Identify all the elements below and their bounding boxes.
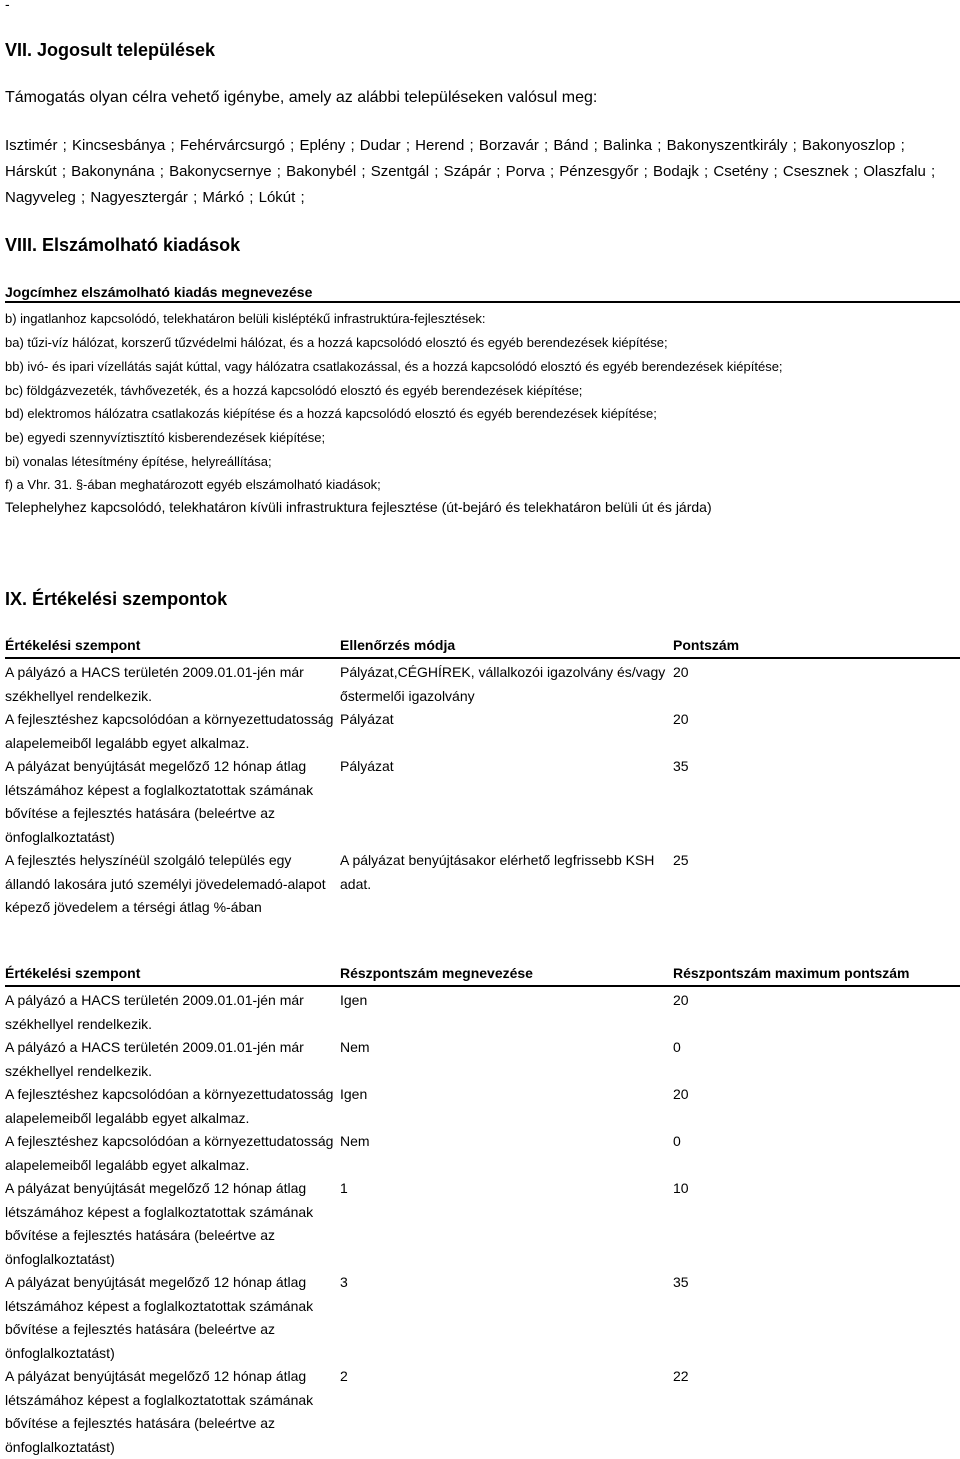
evaluation-table-header xyxy=(5,637,960,659)
criterion-cell: A fejlesztés helyszínéül szolgáló település egy állandó lakosára jutó személyi jövedelemadó-alapot képező jövedelem a térségi átlag %-ában xyxy=(5,852,326,915)
header-sub-score-name: Részpontszám megnevezése xyxy=(340,965,533,981)
cost-item: ba) tűzi-víz hálózat, korszerű tűzvédelmi hálózat, és a hozzá kapcsolódó elosztó és egyéb berendezések kiépítése; xyxy=(5,335,668,350)
table-row xyxy=(5,1269,960,1363)
table-row xyxy=(5,1175,960,1269)
sub-score-max-cell: 35 xyxy=(673,1274,689,1290)
check-method-cell: A pályázat benyújtásakor elérhető legfrissebb KSH adat. xyxy=(340,852,655,892)
cost-item: be) egyedi szennyvíztisztító kisberendezések kiépítése; xyxy=(5,430,326,445)
page-marker: - xyxy=(5,0,10,12)
cost-item: bd) elektromos hálózatra csatlakozás kiépítése és a hozzá kapcsolódó elosztó és egyéb berendezések kiépítése; xyxy=(5,406,657,421)
sub-score-name-cell: Nem xyxy=(340,1133,370,1149)
sub-score-max-cell: 20 xyxy=(673,1086,689,1102)
points-cell: 35 xyxy=(673,758,689,774)
header-points: Pontszám xyxy=(673,637,740,653)
criterion-cell: A pályázat benyújtását megelőző 12 hónap átlag létszámához képest a foglalkoztatottak számának bővítése a fejlesztés hatására (beleértve az önfoglalkoztatást) xyxy=(5,758,314,845)
sub-score-max-cell: 20 xyxy=(673,992,689,1008)
check-method-cell: Pályázat xyxy=(340,711,394,727)
sub-score-max-cell: 0 xyxy=(673,1039,681,1055)
sub-score-max-cell: 22 xyxy=(673,1368,689,1384)
evaluation-table xyxy=(5,637,960,918)
table-row xyxy=(5,659,960,706)
criterion-cell: A fejlesztéshez kapcsolódóan a környezettudatosság alapelemeiből legalább egyet alkalmaz. xyxy=(5,1086,334,1126)
table-row xyxy=(5,1363,960,1457)
cost-item: bc) földgázvezeték, távhővezeték, és a hozzá kapcsolódó elosztó és egyéb berendezések kiépítése; xyxy=(5,383,583,398)
cost-item: bb) ivó- és ipari vízellátás saját kúttal, vagy hálózatra csatlakozással, és a hozzá kapcsolódó elosztó és egyéb berendezések kiépítése; xyxy=(5,359,783,374)
criterion-cell: A fejlesztéshez kapcsolódóan a környezettudatosság alapelemeiből legalább egyet alkalmaz. xyxy=(5,1133,334,1173)
sub-score-name-cell: Igen xyxy=(340,992,368,1008)
section-9-title: IX. Értékelési szempontok xyxy=(5,589,228,609)
table-row xyxy=(5,753,960,847)
criterion-cell: A pályázat benyújtását megelőző 12 hónap átlag létszámához képest a foglalkoztatottak számának bővítése a fejlesztés hatására (beleértve az önfoglalkoztatást) xyxy=(5,1274,314,1361)
check-method-cell: Pályázat xyxy=(340,758,394,774)
cost-item: bi) vonalas létesítmény építése, helyreállítása; xyxy=(5,454,272,469)
sub-score-max-cell: 10 xyxy=(673,1180,689,1196)
table-row xyxy=(5,706,960,753)
eligible-costs-subheading: Jogcímhez elszámolható kiadás megnevezése xyxy=(5,284,960,303)
criterion-cell: A pályázó a HACS területén 2009.01.01-jén már székhellyel rendelkezik. xyxy=(5,992,304,1032)
criterion-cell: A pályázó a HACS területén 2009.01.01-jén már székhellyel rendelkezik. xyxy=(5,1039,304,1079)
section-8-title: VIII. Elszámolható kiadások xyxy=(5,235,241,255)
table-row xyxy=(5,1081,960,1128)
sub-score-name-cell: Igen xyxy=(340,1086,368,1102)
settlement-list: Isztimér ; Kincsesbánya ; Fehérvárcsurgó ; Eplény ; Dudar ; Herend ; Borzavár ; Bánd ; Balinka ; Bakonyszentkirály ; Bakonyoszlop ; Hárskút ; Bakonynána ; Bakonycsernye ; Bakonybél ; Szentgál ; Szápár ; Porva ; Pénzesgyőr ; Bodajk ; Csetény ; Csesznek ; Olaszfalu ; Nagyveleg ; Nagyesztergár ; Márkó ; Lókút ; xyxy=(5,137,936,206)
table-row xyxy=(5,1128,960,1175)
header-criterion: Értékelési szempont xyxy=(5,965,141,981)
sub-score-name-cell: 2 xyxy=(340,1368,348,1384)
sub-score-table-header xyxy=(5,965,960,987)
criterion-cell: A fejlesztéshez kapcsolódóan a környezettudatosság alapelemeiből legalább egyet alkalmaz. xyxy=(5,711,334,751)
table-row xyxy=(5,987,960,1034)
criterion-cell: A pályázat benyújtását megelőző 12 hónap átlag létszámához képest a foglalkoztatottak számának bővítése a fejlesztés hatására (beleértve az önfoglalkoztatást) xyxy=(5,1368,314,1455)
table-row xyxy=(5,1034,960,1081)
table-row xyxy=(5,847,960,918)
sub-score-name-cell: 3 xyxy=(340,1274,348,1290)
cost-item: b) ingatlanhoz kapcsolódó, telekhatáron belüli kisléptékű infrastruktúra-fejlesztések: xyxy=(5,311,486,326)
section-7-title: VII. Jogosult települések xyxy=(5,40,216,60)
points-cell: 20 xyxy=(673,711,689,727)
header-criterion: Értékelési szempont xyxy=(5,637,141,653)
points-cell: 25 xyxy=(673,852,689,868)
header-check-method: Ellenőrzés módja xyxy=(340,637,456,653)
points-cell: 20 xyxy=(673,664,689,680)
criterion-cell: A pályázat benyújtását megelőző 12 hónap átlag létszámához képest a foglalkoztatottak számának bővítése a fejlesztés hatására (beleértve az önfoglalkoztatást) xyxy=(5,1180,314,1267)
sub-score-max-cell: 0 xyxy=(673,1133,681,1149)
section-7-intro: Támogatás olyan célra vehető igénybe, amely az alábbi településeken valósul meg: xyxy=(5,89,598,106)
check-method-cell: Pályázat,CÉGHÍREK, vállalkozói igazolvány és/vagy őstermelői igazolvány xyxy=(340,664,666,704)
cost-item: f) a Vhr. 31. §-ában meghatározott egyéb elszámolható kiadások; xyxy=(5,477,381,492)
sub-score-table xyxy=(5,965,960,1457)
sub-score-name-cell: Nem xyxy=(340,1039,370,1055)
criterion-cell: A pályázó a HACS területén 2009.01.01-jén már székhellyel rendelkezik. xyxy=(5,664,304,704)
sub-score-name-cell: 1 xyxy=(340,1180,348,1196)
cost-item: Telephelyhez kapcsolódó, telekhatáron kívüli infrastruktura fejlesztése (út-bejáró és telekhatáron belüli út és járda) xyxy=(5,499,712,515)
header-sub-score-max: Részpontszám maximum pontszám xyxy=(673,965,910,981)
